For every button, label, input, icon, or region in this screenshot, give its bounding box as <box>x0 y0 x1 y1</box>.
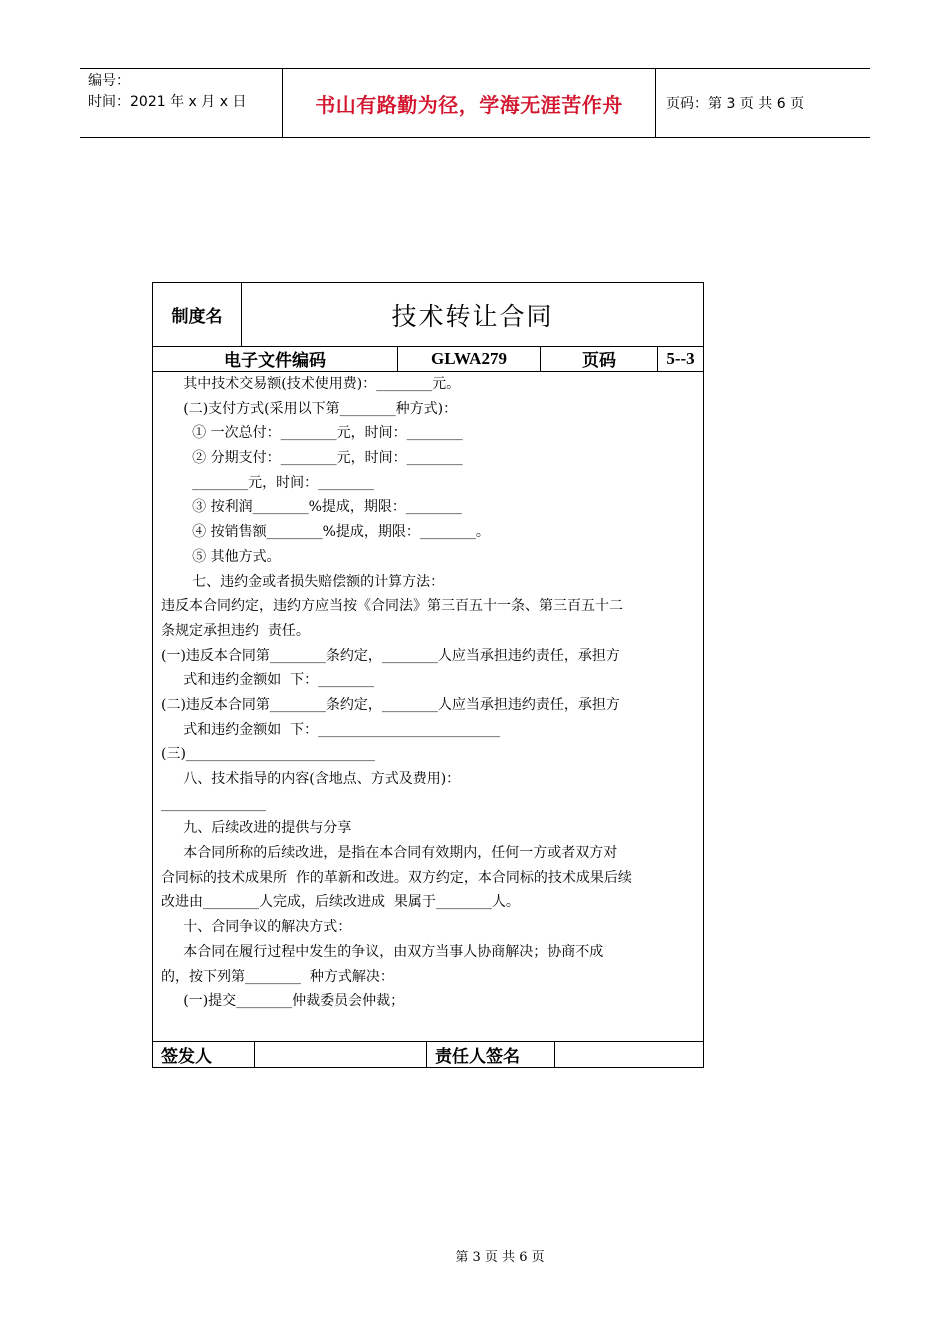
system-name-label: 制度名 <box>153 283 242 346</box>
contract-body <box>161 372 695 1014</box>
contract-line: ⑤ 其他方式。 <box>161 548 281 565</box>
header-meta <box>80 69 282 137</box>
title-row <box>153 283 703 347</box>
signer-label: 签发人 <box>153 1042 255 1067</box>
contract-line: (二)违反本合同第________条约定，________人应当承担违约责任，承担方 <box>161 696 620 713</box>
file-code-label: 电子文件编码 <box>153 346 398 371</box>
contract-line: ① 一次总付：________元，时间：________ <box>161 425 463 442</box>
contract-line: 七、违约金或者损失赔偿额的计算方法： <box>161 573 445 590</box>
contract-line: 式和违约金额如 下：__________________________ <box>161 721 501 738</box>
page-number-value: 5--3 <box>666 348 695 368</box>
contract-line: 本合同所称的后续改进，是指在本合同有效期内，任何一方或者双方对 <box>161 845 618 862</box>
contract-line: ② 分期支付：________元，时间：________ <box>161 450 463 467</box>
contract-line: 违反本合同约定，违约方应当按《合同法》第三百五十一条、第三百五十二 <box>161 598 623 615</box>
contract-line: 合同标的技术成果所 作的革新和改进。双方约定，本合同标的技术成果后续 <box>161 869 632 886</box>
contract-line: 其中技术交易额(技术使用费)：________元。 <box>161 376 461 392</box>
responsible-signature-field[interactable] <box>555 1042 703 1067</box>
contract-line: (一)违反本合同第________条约定，________人应当承担违约责任，承担方 <box>161 647 620 664</box>
document-date: 时间：2021 年 x 月 x 日 <box>88 94 247 110</box>
contract-line: _______________ <box>161 795 266 812</box>
header-motto: 书山有路勤为径，学海无涯苦作舟 <box>282 69 656 137</box>
document-title: 技术转让合同 <box>391 301 554 331</box>
contract-line: 九、后续改进的提供与分享 <box>161 820 352 837</box>
document-number-label: 编号： <box>88 73 130 89</box>
page-header <box>80 68 870 138</box>
contract-line: 十、合同争议的解决方式： <box>161 919 352 936</box>
contract-form <box>152 282 704 1068</box>
contract-line: 本合同在履行过程中发生的争议，由双方当事人协商解决；协商不成 <box>161 943 604 960</box>
contract-line: ④ 按销售额________%提成，期限：________。 <box>161 524 490 541</box>
signature-row <box>153 1041 703 1067</box>
page-number-label: 页码 <box>541 346 658 371</box>
file-code-value: GLWA279 <box>398 346 541 371</box>
contract-line: (二)支付方式(采用以下第________种方式)： <box>161 400 458 417</box>
contract-line: 八、技术指导的内容(含地点、方式及费用)： <box>161 771 461 787</box>
contract-line: (一)提交________仲裁委员会仲裁； <box>161 993 405 1010</box>
file-code-row <box>153 346 703 372</box>
contract-line: (三)___________________________ <box>161 746 375 763</box>
contract-line: ③ 按利润________%提成，期限：________ <box>161 499 462 516</box>
contract-line: 式和违约金额如 下：________ <box>161 672 375 689</box>
contract-line: 条规定承担违约 责任。 <box>161 622 310 639</box>
header-page-info: 页码：第 3 页 共 6 页 <box>666 96 805 112</box>
contract-line: 的，按下列第________ 种方式解决： <box>161 968 394 985</box>
contract-line: 改进由________人完成，后续改进成 果属于________人。 <box>161 894 520 911</box>
contract-line: ________元，时间：________ <box>161 474 375 491</box>
signer-field[interactable] <box>255 1042 427 1067</box>
responsible-signature-label: 责任人签名 <box>427 1042 555 1067</box>
page-footer: 第 3 页 共 6 页 <box>455 1250 545 1265</box>
